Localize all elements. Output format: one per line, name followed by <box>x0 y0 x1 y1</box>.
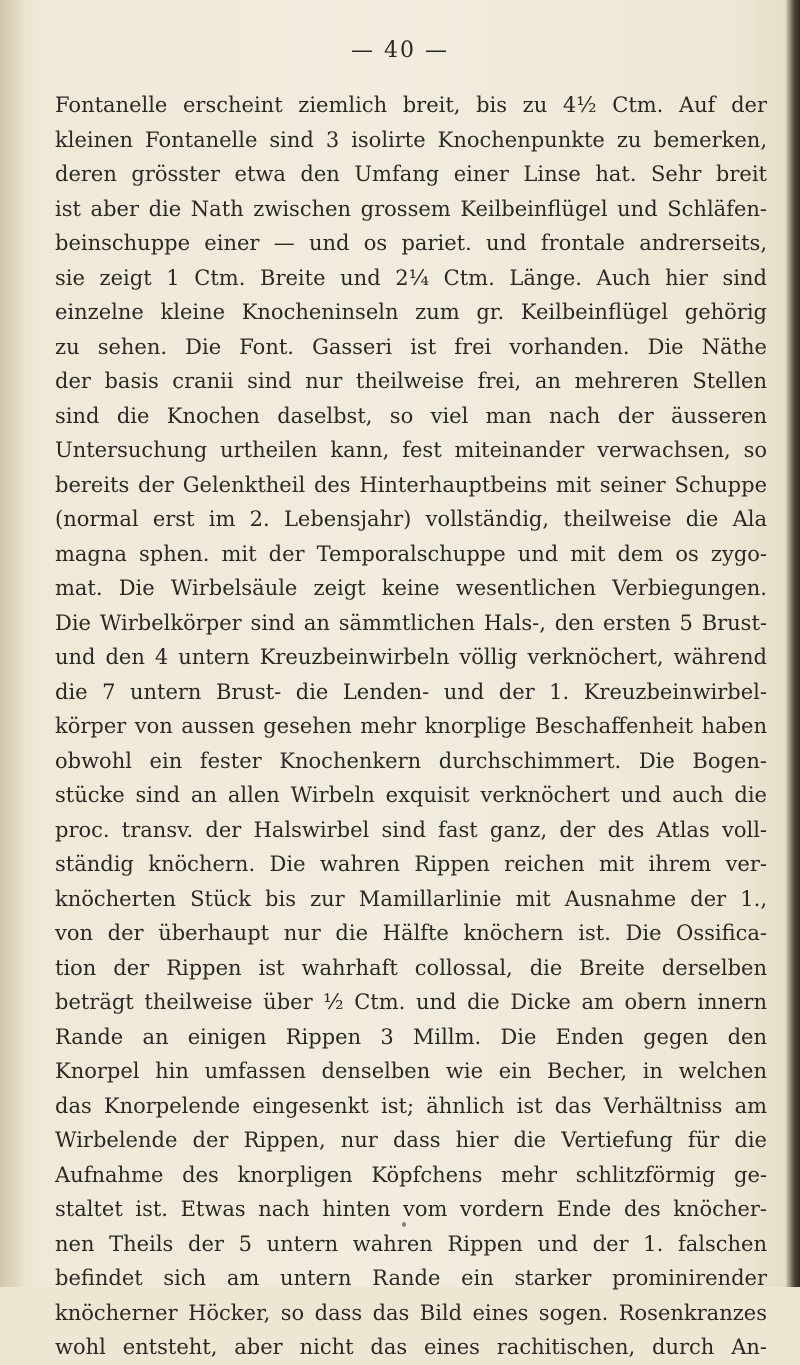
text-line: Wirbelende der Rippen, nur dass hier die Vertiefung für die <box>55 1128 767 1152</box>
text-line: beinschuppe einer — und os pariet. und frontale andrerseits, <box>55 231 767 255</box>
text-line: von der überhaupt nur die Hälfte knöchern ist. Die Ossifica- <box>55 921 767 945</box>
text-line: ist aber die Nath zwischen grossem Keilbeinflügel und Schläfen- <box>55 196 767 221</box>
text-line: (normal erst im 2. Lebensjahr) vollständig, theilweise die Ala <box>55 507 767 531</box>
text-line: mat. Die Wirbelsäule zeigt keine wesentlichen Verbiegungen. <box>55 576 767 600</box>
text-line: und den 4 untern Kreuzbeinwirbeln völlig verknöchert, während <box>55 645 767 669</box>
text-line: tion der Rippen ist wahrhaft collossal, die Breite derselben <box>55 955 767 980</box>
page-edge-shadow <box>786 0 800 1287</box>
text-line: magna sphen. mit der Temporalschuppe und mit dem os zygo- <box>55 541 767 566</box>
text-line: deren grösster etwa den Umfang einer Linse hat. Sehr breit <box>55 162 767 186</box>
text-line: einzelne kleine Knocheninseln zum gr. Keilbeinflügel gehörig <box>55 300 767 324</box>
text-line: körper von aussen gesehen mehr knorplige Beschaffenheit haben <box>55 714 767 738</box>
text-line: knöcherten Stück bis zur Mamillarlinie mit Ausnahme der 1., <box>55 886 767 911</box>
text-line: Untersuchung urtheilen kann, fest miteinander verwachsen, so <box>55 438 767 462</box>
text-line: ständig knöchern. Die wahren Rippen reichen mit ihrem ver- <box>55 852 767 876</box>
text-line: staltet ist. Etwas nach hinten vom vordern Ende des knöcher- <box>55 1197 767 1221</box>
text-line: nen Theils der 5 untern wahren Rippen und der 1. falschen <box>55 1231 767 1256</box>
text-line: proc. transv. der Halswirbel sind fast ganz, der des Atlas voll- <box>55 817 767 842</box>
ink-speck <box>402 1222 406 1227</box>
text-line: knöcherner Höcker, so dass das Bild eines sogen. Rosenkranzes <box>55 1300 767 1325</box>
text-line: der basis cranii sind nur theilweise frei, an mehreren Stellen <box>55 369 767 393</box>
text-line: Fontanelle erscheint ziemlich breit, bis zu 4½ Ctm. Auf der <box>55 93 767 117</box>
text-line: kleinen Fontanelle sind 3 isolirte Knochenpunkte zu bemerken, <box>55 127 767 152</box>
text-line: stücke sind an allen Wirbeln exquisit verknöchert und auch die <box>55 783 767 807</box>
text-line: Aufnahme des knorpligen Köpfchens mehr schlitzförmig ge- <box>55 1162 767 1187</box>
text-line: sie zeigt 1 Ctm. Breite und 2¼ Ctm. Länge. Auch hier sind <box>55 265 767 290</box>
text-line: befindet sich am untern Rande ein starker prominirender <box>55 1266 767 1290</box>
body-text <box>55 88 767 1365</box>
text-line: bereits der Gelenktheil des Hinterhauptbeins mit seiner Schuppe <box>55 472 767 497</box>
page-gutter-shadow <box>0 0 26 1287</box>
page-number: — 40 — <box>351 38 449 63</box>
text-line: obwohl ein fester Knochenkern durchschimmert. Die Bogen- <box>55 748 767 773</box>
text-line: wohl entsteht, aber nicht das eines rachitischen, durch An- <box>55 1335 767 1359</box>
text-line: Die Wirbelkörper sind an sämmtlichen Hals-, den ersten 5 Brust- <box>55 610 767 635</box>
text-line: Knorpel hin umfassen denselben wie ein Becher, in welchen <box>55 1059 767 1083</box>
text-line: beträgt theilweise über ½ Ctm. und die Dicke am obern innern <box>55 990 767 1014</box>
text-line: Rande an einigen Rippen 3 Millm. Die Enden gegen den <box>55 1024 767 1049</box>
text-line: die 7 untern Brust- die Lenden- und der 1. Kreuzbeinwirbel- <box>55 679 767 704</box>
text-line: zu sehen. Die Font. Gasseri ist frei vorhanden. Die Näthe <box>55 334 767 359</box>
text-line: sind die Knochen daselbst, so viel man nach der äusseren <box>55 403 767 428</box>
text-line: das Knorpelende eingesenkt ist; ähnlich ist das Verhältniss am <box>55 1093 767 1118</box>
